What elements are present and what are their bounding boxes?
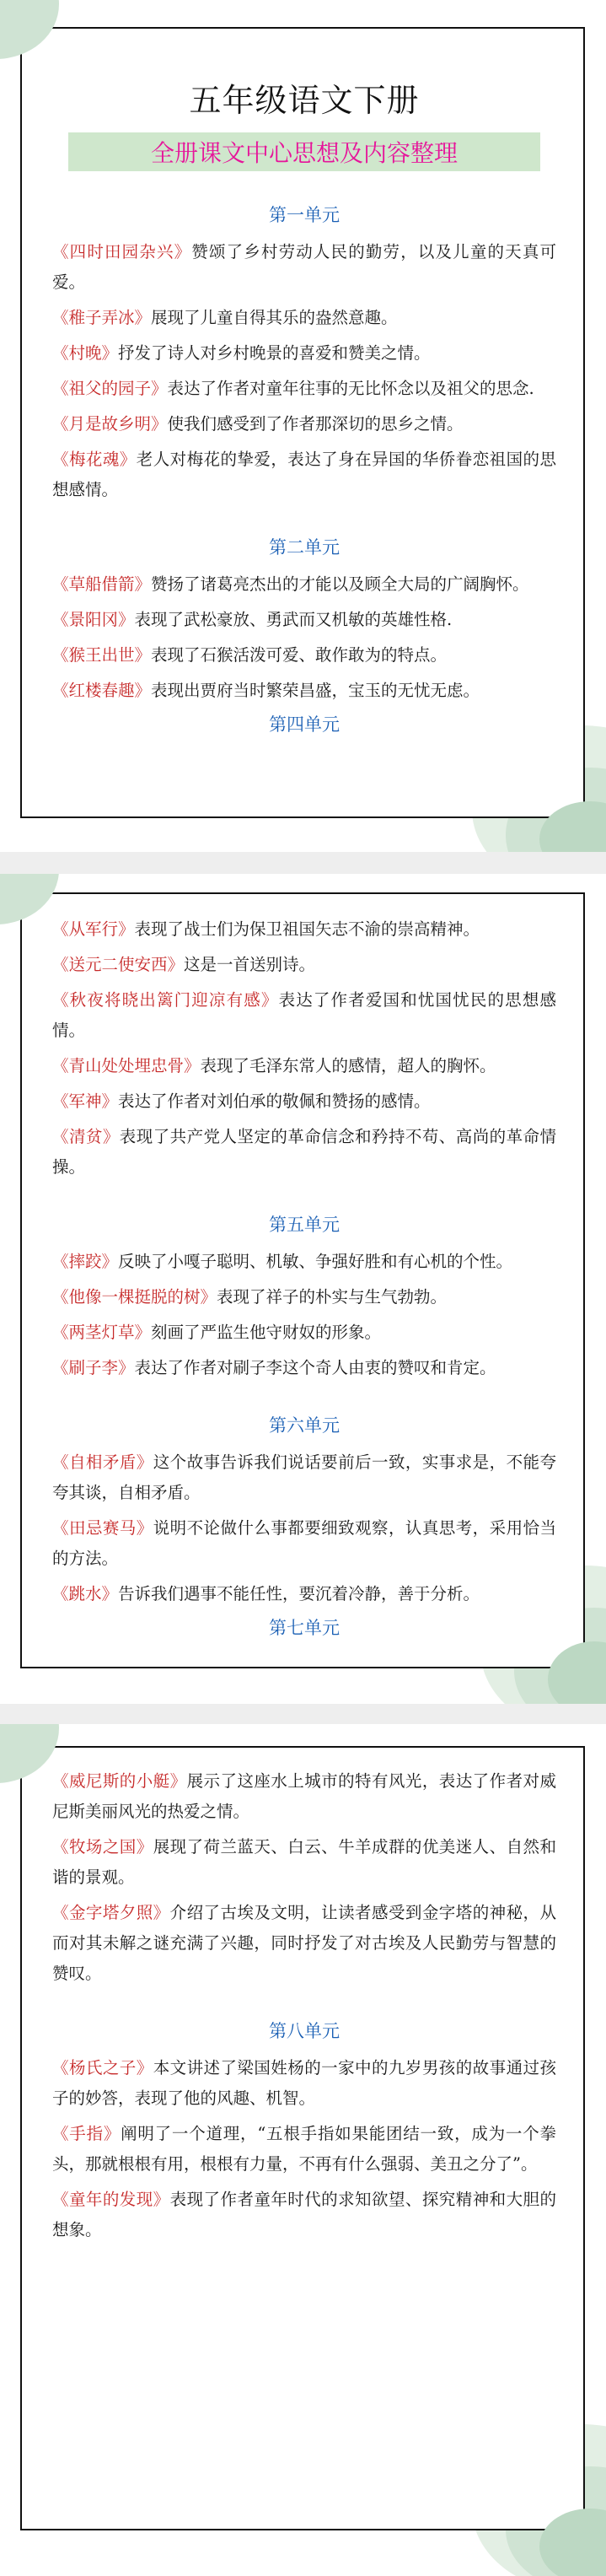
page-separator <box>0 1704 606 1724</box>
document-page-1 <box>0 0 606 852</box>
lesson-title: 《童年的发现》 <box>52 2190 170 2209</box>
lesson-summary: 本文讲述了梁国姓杨的一家中的九岁男孩的故事通过孩子的妙答，表现了他的风趣、机智。 <box>52 2058 556 2108</box>
lesson-entry <box>52 1318 556 1348</box>
lesson-summary: 表现了战士们为保卫祖国矢志不渝的崇高精神。 <box>134 919 480 939</box>
lesson-title: 《他像一棵挺脱的树》 <box>52 1287 217 1307</box>
document-page-2 <box>0 874 606 1704</box>
lesson-entry <box>52 1766 556 1827</box>
lesson-title: 《村晚》 <box>52 343 119 363</box>
unit-heading: 第八单元 <box>269 2021 340 2041</box>
lesson-entry <box>52 1353 556 1383</box>
lesson-entry <box>52 1513 556 1574</box>
lesson-summary: 展现了荷兰蓝天、白云、牛羊成群的优美迷人、自然和谐的景观。 <box>52 1837 556 1887</box>
lesson-title: 《送元二使安西》 <box>52 955 185 974</box>
lesson-title: 《摔跤》 <box>52 1252 119 1271</box>
page-3-content <box>52 1766 556 2250</box>
lesson-summary: 这是一首送别诗。 <box>184 955 316 974</box>
lesson-summary: 使我们感受到了作者那深切的思乡之情。 <box>167 414 464 434</box>
lesson-title: 《从军行》 <box>52 919 135 939</box>
lesson-title: 《田忌赛马》 <box>52 1518 153 1538</box>
lesson-title: 《青山处处埋忠骨》 <box>52 1056 201 1075</box>
lesson-summary: 表现出贾府当时繁荣昌盛，宝玉的无忧无虑。 <box>151 681 480 700</box>
lesson-summary: 说明不论做什么事都要细致观察，认真思考，采用恰当的方法。 <box>52 1518 556 1568</box>
lesson-entry <box>52 303 556 333</box>
lesson-summary: 表达了作者爱国和忧国忧民的思想感情。 <box>52 990 556 1040</box>
lesson-summary: 表现了武松豪放、勇武而又机敏的英雄性格. <box>134 610 453 629</box>
unit-heading: 第一单元 <box>269 205 340 225</box>
unit-heading: 第四单元 <box>269 714 340 735</box>
lesson-summary: 表达了作者对刷子李这个奇人由衷的赞叹和肯定。 <box>134 1358 496 1377</box>
lesson-summary: 表达了作者对童年往事的无比怀念以及祖父的思念. <box>167 379 534 398</box>
lesson-summary: 展现了儿童自得其乐的盎然意趣。 <box>151 308 398 327</box>
unit-heading: 第六单元 <box>269 1415 340 1436</box>
lesson-entry <box>52 1122 556 1183</box>
document-subtitle: 全册课文中心思想及内容整理 <box>150 139 458 167</box>
lesson-entry <box>52 2185 556 2245</box>
lesson-summary: 表现了石猴活泼可爱、敢作敢为的特点。 <box>151 645 448 665</box>
lesson-title: 《猴王出世》 <box>52 645 152 665</box>
lesson-title: 《自相矛盾》 <box>52 1452 153 1472</box>
lesson-entry <box>52 1898 556 1989</box>
lesson-title: 《杨氏之子》 <box>52 2058 153 2078</box>
lesson-entry <box>52 676 556 706</box>
lesson-title: 《手指》 <box>52 2124 121 2143</box>
lesson-summary: 表现了作者童年时代的求知欲望、探究精神和大胆的想象。 <box>52 2190 556 2239</box>
lesson-title: 《牧场之国》 <box>52 1837 153 1857</box>
lesson-entry <box>52 338 556 369</box>
lesson-title: 《跳水》 <box>52 1584 119 1603</box>
lesson-entry <box>52 605 556 635</box>
lesson-title: 《稚子弄冰》 <box>52 308 152 327</box>
lesson-title: 《军神》 <box>52 1091 119 1111</box>
lesson-summary: 这个故事告诉我们说话要前后一致，实事求是，不能夸夸其谈，自相矛盾。 <box>52 1452 556 1502</box>
lesson-entry <box>52 1579 556 1609</box>
lesson-summary: 表现了共产党人坚定的革命信念和矜持不苟、高尚的革命情操。 <box>52 1127 556 1177</box>
lesson-summary: 抒发了诗人对乡村晚景的喜爱和赞美之情。 <box>118 343 431 363</box>
lesson-entry <box>52 374 556 404</box>
lesson-title: 《祖父的园子》 <box>52 379 168 398</box>
lesson-entry <box>52 2053 556 2114</box>
lesson-summary: 阐明了一个道理，“五根手指如果能团结一致，成为一个拳头，那就根根有用，根根有力量，不再有什么强弱、美丑之分了”。 <box>52 2124 556 2174</box>
page-2-content <box>52 914 556 1650</box>
lesson-summary: 介绍了古埃及文明，让读者感受到金字塔的神秘，从而对其未解之谜充满了兴趣，同时抒发了对古埃及人民勤劳与智慧的赞叹。 <box>52 1903 556 1983</box>
lesson-entry <box>52 1051 556 1081</box>
lesson-entry <box>52 950 556 980</box>
lesson-entry <box>52 569 556 600</box>
lesson-title: 《草船借箭》 <box>52 574 152 594</box>
lesson-summary: 老人对梅花的挚爱，表达了身在异国的华侨眷恋祖国的思想感情。 <box>52 450 556 499</box>
lesson-entry <box>52 1832 556 1893</box>
lesson-entry <box>52 1282 556 1312</box>
lesson-entry <box>52 237 556 298</box>
lesson-summary: 展示了这座水上城市的特有风光，表达了作者对威尼斯美丽风光的热爱之情。 <box>52 1771 556 1821</box>
lesson-summary: 反映了小嘎子聪明、机敏、争强好胜和有心机的个性。 <box>118 1252 513 1271</box>
document-title: 五年级语文下册 <box>189 82 420 119</box>
lesson-summary: 表达了作者对刘伯承的敬佩和赞扬的感情。 <box>118 1091 431 1111</box>
lesson-summary: 赞颂了乡村劳动人民的勤劳，以及儿童的天真可爱。 <box>52 242 556 292</box>
unit-heading: 第二单元 <box>269 537 340 558</box>
lesson-title: 《金字塔夕照》 <box>52 1903 170 1922</box>
lesson-entry <box>52 1247 556 1277</box>
lesson-summary: 赞扬了诸葛亮杰出的才能以及顾全大局的广阔胸怀。 <box>151 574 529 594</box>
lesson-title: 《威尼斯的小艇》 <box>52 1771 187 1791</box>
lesson-summary: 表现了毛泽东常人的感情，超人的胸怀。 <box>200 1056 496 1075</box>
lesson-title: 《刷子李》 <box>52 1358 135 1377</box>
lesson-entry <box>52 985 556 1046</box>
lesson-title: 《红楼春趣》 <box>52 681 152 700</box>
lesson-summary: 表现了祥子的朴实与生气勃勃。 <box>217 1287 448 1307</box>
lesson-entry <box>52 445 556 505</box>
unit-heading: 第七单元 <box>269 1618 340 1638</box>
page-1-content <box>52 40 556 746</box>
lesson-entry <box>52 2119 556 2180</box>
document-page-3 <box>0 1724 606 2576</box>
page-separator <box>0 852 606 874</box>
lesson-title: 《四时田园杂兴》 <box>52 242 192 261</box>
unit-heading: 第五单元 <box>269 1215 340 1235</box>
lesson-entry <box>52 914 556 945</box>
lesson-entry <box>52 640 556 671</box>
lesson-title: 《月是故乡明》 <box>52 414 168 434</box>
lesson-summary: 告诉我们遇事不能任性，要沉着冷静，善于分析。 <box>118 1584 480 1603</box>
lesson-title: 《清贫》 <box>52 1127 120 1146</box>
lesson-title: 《梅花魂》 <box>52 450 137 469</box>
lesson-entry <box>52 409 556 439</box>
lesson-title: 《秋夜将晓出篱门迎凉有感》 <box>52 990 279 1010</box>
subtitle-banner <box>68 132 540 171</box>
lesson-entry <box>52 1447 556 1508</box>
lesson-entry <box>52 1086 556 1117</box>
lesson-title: 《两茎灯草》 <box>52 1323 152 1342</box>
lesson-summary: 刻画了严监生他守财奴的形象。 <box>151 1323 382 1342</box>
lesson-title: 《景阳冈》 <box>52 610 135 629</box>
